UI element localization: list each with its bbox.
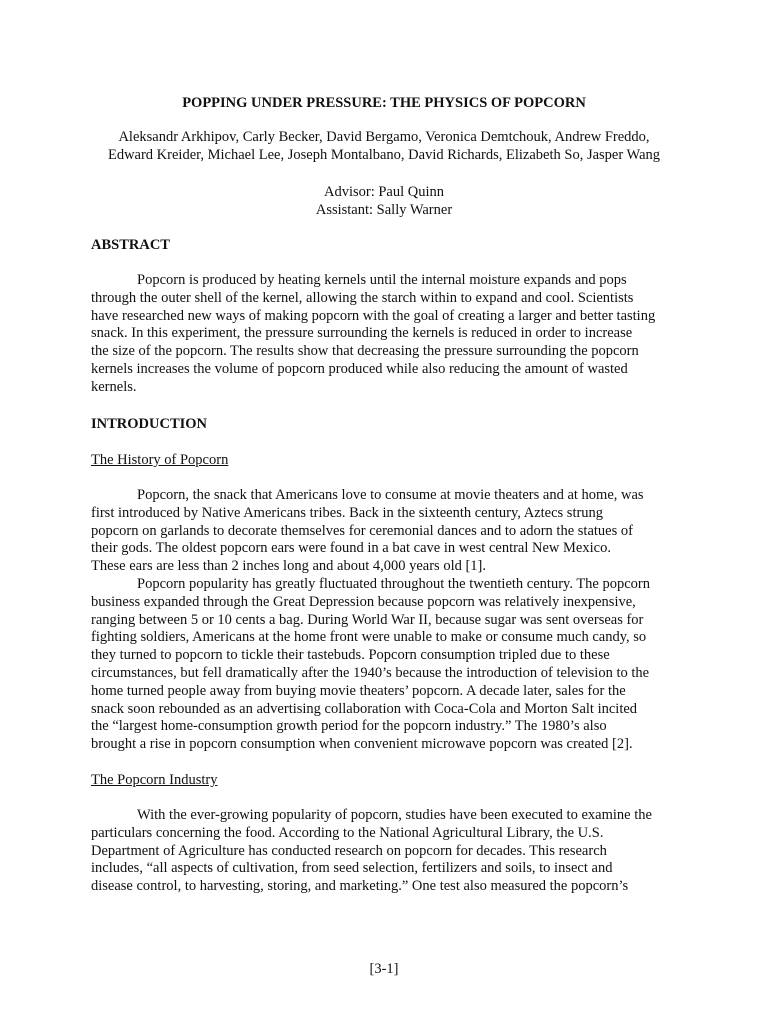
- text-line: have researched new ways of making popcorn with the goal of creating a larger and better tasting: [91, 307, 656, 324]
- introduction-heading: INTRODUCTION: [91, 416, 208, 432]
- history-paragraph: [91, 487, 691, 754]
- text-line: first introduced by Native Americans tribes. Back in the sixteenth century, Aztecs strung: [91, 504, 604, 521]
- text-line: includes, “all aspects of cultivation, from seed selection, fertilizers and soils, to insect and: [91, 860, 613, 877]
- text-line: With the ever-growing popularity of popcorn, studies have been executed to examine the: [137, 807, 652, 823]
- industry-subheading: The Popcorn Industry: [91, 772, 218, 788]
- text-line: Popcorn is produced by heating kernels until the internal moisture expands and pops: [137, 272, 627, 288]
- abstract-heading: ABSTRACT: [91, 237, 170, 253]
- abstract-paragraph: [91, 272, 691, 397]
- text-line: they turned to popcorn to tickle their tastebuds. Popcorn consumption tripled due to these: [91, 647, 610, 664]
- text-line: business expanded through the Great Depression because popcorn was relatively inexpensive,: [91, 593, 636, 610]
- author-list: [60, 128, 708, 164]
- text-line: brought a rise in popcorn consumption when convenient microwave popcorn was created [2].: [91, 736, 633, 753]
- text-line: Popcorn, the snack that Americans love to consume at movie theaters and at home, was: [137, 487, 644, 503]
- text-line: These ears are less than 2 inches long and about 4,000 years old [1].: [91, 558, 487, 575]
- assistant-name: Assistant: Sally Warner: [315, 202, 453, 218]
- industry-paragraph: [91, 807, 691, 896]
- text-line: kernels.: [91, 378, 137, 395]
- author-line: Aleksandr Arkhipov, Carly Becker, David Bergamo, Veronica Demtchouk, Andrew Freddo,: [118, 129, 650, 145]
- page-number: [3-1]: [369, 961, 399, 977]
- text-line: home turned people away from buying movie theaters’ popcorn. A decade later, sales for the: [91, 682, 626, 699]
- text-line: popcorn on garlands to decorate themselves for ceremonial dances and to adorn the statues of: [91, 522, 633, 539]
- text-line: snack soon rebounded as an advertising collaboration with Coca-Cola and Morton Salt incited: [91, 700, 638, 717]
- text-line: circumstances, but fell dramatically after the 1940’s because the introduction of television to the: [91, 664, 650, 681]
- text-line: Popcorn popularity has greatly fluctuated throughout the twentieth century. The popcorn: [137, 575, 651, 592]
- text-line: their gods. The oldest popcorn ears were found in a bat cave in west central New Mexico.: [91, 540, 611, 557]
- text-line: the “largest home-consumption growth period for the popcorn industry.” The 1980’s also: [91, 718, 607, 735]
- text-line: kernels increases the volume of popcorn produced while also reducing the amount of wasted: [91, 360, 628, 377]
- text-line: fighting soldiers, Americans at the home front were unable to make or consume much candy, so: [91, 629, 647, 646]
- text-line: through the outer shell of the kernel, allowing the starch within to expand and cool. Scientists: [91, 289, 634, 306]
- paper-title: POPPING UNDER PRESSURE: THE PHYSICS OF POPCORN: [182, 95, 586, 111]
- advisor-name: Advisor: Paul Quinn: [323, 184, 445, 200]
- text-line: disease control, to harvesting, storing, and marketing.” One test also measured the popcorn’s: [91, 878, 629, 895]
- advisor-block: [0, 183, 768, 219]
- author-line: Edward Kreider, Michael Lee, Joseph Montalbano, David Richards, Elizabeth So, Jasper Wang: [107, 147, 661, 163]
- history-subheading: The History of Popcorn: [91, 452, 229, 468]
- text-line: ranging between 5 or 10 cents a bag. During World War II, because sugar was sent overseas for: [91, 611, 644, 628]
- text-line: Department of Agriculture has conducted research on popcorn for decades. This research: [91, 842, 607, 859]
- text-line: the size of the popcorn. The results show that decreasing the pressure surrounding the popcorn: [91, 343, 639, 360]
- text-line: snack. In this experiment, the pressure surrounding the kernels is reduced in order to increase: [91, 325, 633, 342]
- text-line: particulars concerning the food. According to the National Agricultural Library, the U.S.: [91, 824, 604, 841]
